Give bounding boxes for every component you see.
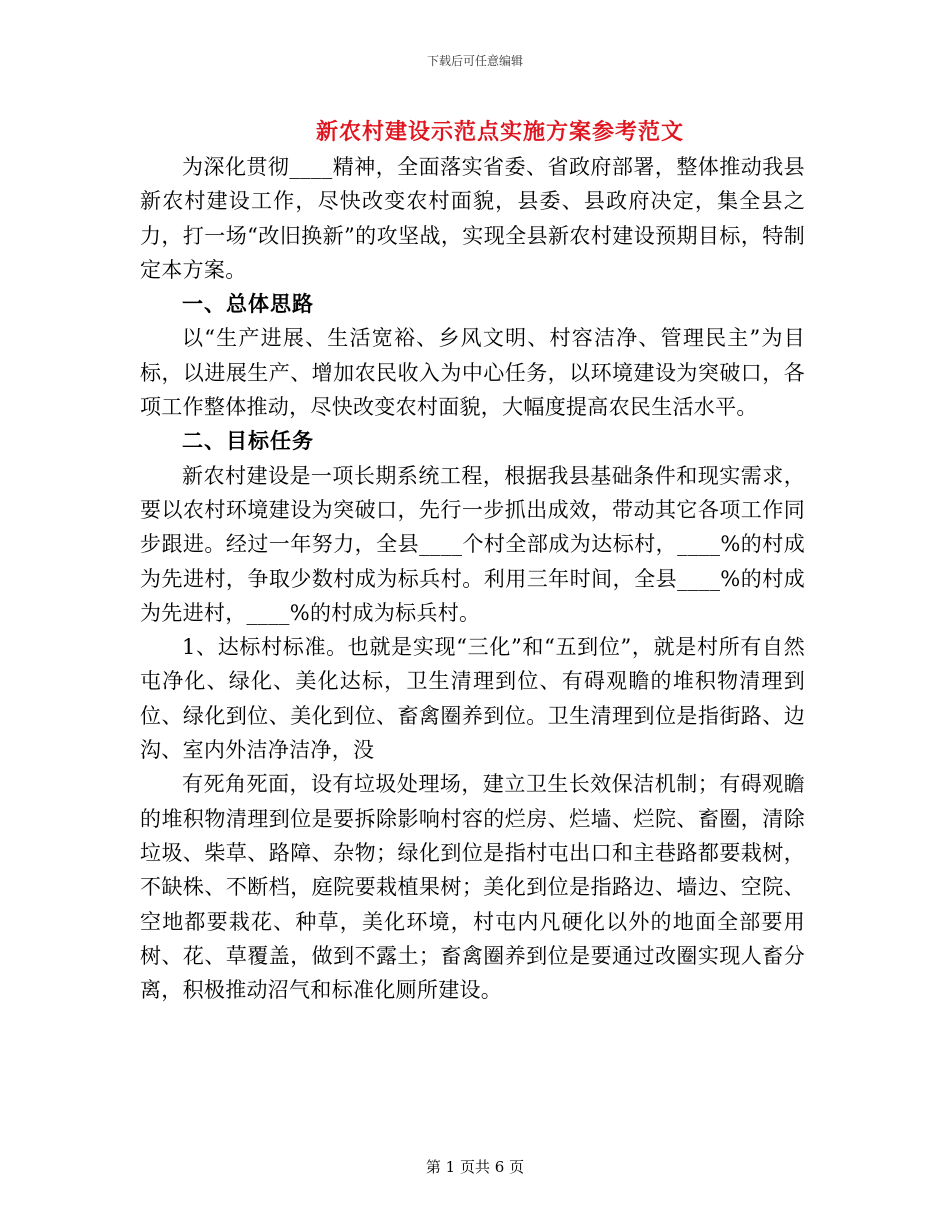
paragraph-standard-details: 有死角死面，设有垃圾处理场，建立卫生长效保洁机制；有碍观瞻的堆积物清理到位是要拆除影响村容的烂房、烂墙、烂院、畜圈，清除垃圾、柴草、路障、杂物；绿化到位是指村屯出口和主巷路都要栽树，不缺株、不断档，庭院要栽植果树；美化到位是指路边、墙边、空院、空地都要栽花、种草，美化环境，村屯内凡硬化以外的地面全部要用树、花、草覆盖，做到不露土；畜禽圈养到位是要通过改圈实现人畜分离，积极推动沼气和标准化厕所建设。 [140, 772, 805, 1003]
paragraph-goals-tasks: 新农村建设是一项长期系统工程，根据我县基础条件和现实需求，要以农村环境建设为突破口，先行一步抓出成效，带动其它各项工作同步跟进。经过一年努力，全县____个村全部成为达标村，____%的村成为先进村，争取少数村成为标兵村。利用三年时间，全县____%的村成为先进村，____%的村成为标兵村。 [140, 463, 805, 625]
document-title: 新农村建设示范点实施方案参考范文 [315, 119, 684, 145]
paragraph-standard-village: 1、达标村标准。也就是实现“三化”和“五到位”，就是村所有自然屯净化、绿化、美化达标，卫生清理到位、有碍观瞻的堆积物清理到位、绿化到位、美化到位、畜禽圈养到位。卫生清理到位是指街路、边沟、室内外洁净洁净，没 [140, 635, 805, 763]
page-footer: 第 1 页共 6 页 [425, 1158, 525, 1176]
paragraph-overall-approach: 以“生产进展、生活宽裕、乡风文明、村容洁净、管理民主”为目标，以进展生产、增加农民收入为中心任务，以环境建设为突破口，各项工作整体推动，尽快改变农村面貌，大幅度提高农民生活水平。 [140, 326, 805, 420]
document-body [140, 150, 805, 1007]
section-heading-goals-tasks: 二、目标任务 [182, 428, 314, 454]
header-note: 下载后可任意编辑 [426, 54, 523, 68]
paragraph-intro: 为深化贯彻____精神，全面落实省委、省政府部署，整体推动我县新农村建设工作，尽快改变农村面貌，县委、县政府决定，集全县之力，打一场“改旧换新”的攻坚战，实现全县新农村建设预期目标，特制定本方案。 [140, 155, 805, 282]
section-heading-overall-approach: 一、总体思路 [182, 291, 314, 317]
